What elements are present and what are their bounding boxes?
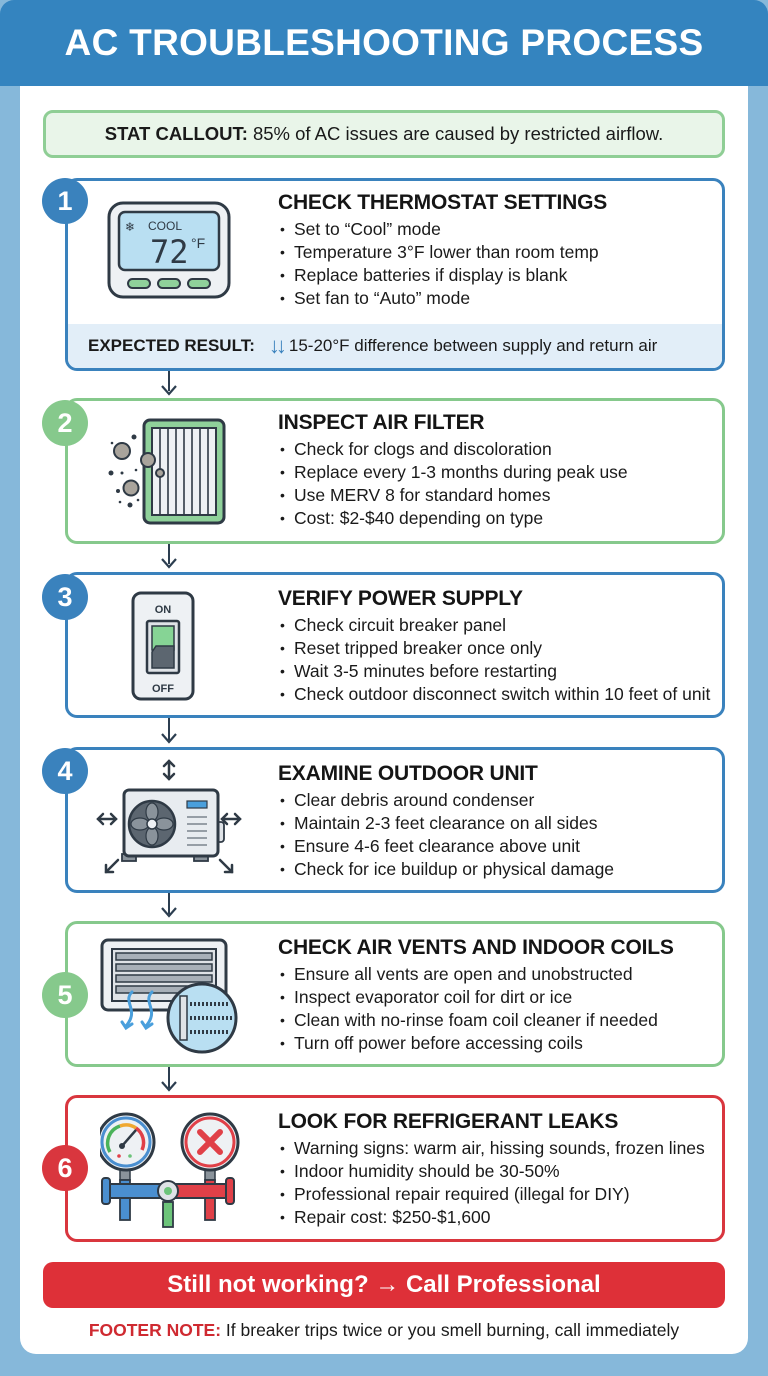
- step-bullet: • Replace batteries if display is blank: [278, 264, 714, 287]
- step-bullet: • Turn off power before accessing coils: [278, 1032, 714, 1055]
- expected-result-label: EXPECTED RESULT:: [88, 336, 255, 355]
- step-number-badge: 2: [42, 400, 88, 446]
- step-bullet: • Cost: $2-$40 depending on type: [278, 507, 714, 530]
- svg-text:72: 72: [150, 233, 189, 271]
- arrow-down-icon: [160, 384, 178, 396]
- step-bullet: • Repair cost: $250-$1,600: [278, 1206, 714, 1229]
- step-bullet: • Clean with no-rinse foam coil cleaner if needed: [278, 1009, 714, 1032]
- step-bullet: • Clear debris around condenser: [278, 789, 714, 812]
- step-bullet: • Inspect evaporator coil for dirt or ice: [278, 986, 714, 1009]
- thermostat-icon: [106, 200, 232, 300]
- stat-callout-text: 85% of AC issues are caused by restricted airflow.: [252, 123, 664, 144]
- step-bullet: • Check outdoor disconnect switch within 10 feet of unit: [278, 683, 714, 706]
- step-bullet: • Professional repair required (illegal for DIY): [278, 1183, 714, 1206]
- step-number-badge: 1: [42, 178, 88, 224]
- step-bullet: • Wait 3-5 minutes before restarting: [278, 660, 714, 683]
- step-title: INSPECT AIR FILTER: [278, 411, 485, 434]
- air-vent-coil-icon: [98, 936, 243, 1056]
- expected-result: [68, 324, 722, 368]
- step-bullet: • Ensure 4-6 feet clearance above unit: [278, 835, 714, 858]
- step-title: LOOK FOR REFRIGERANT LEAKS: [278, 1110, 619, 1133]
- svg-text:ON: ON: [154, 604, 172, 616]
- step-bullet: • Indoor humidity should be 30-50%: [278, 1160, 714, 1183]
- footer-note: [0, 1320, 768, 1341]
- refrigerant-gauge-icon: [100, 1112, 240, 1232]
- page-title: AC TROUBLESHOOTING PROCESS: [64, 22, 704, 63]
- step-number-badge: 6: [42, 1145, 88, 1191]
- svg-text:COOL: COOL: [148, 219, 183, 233]
- step-bullet: • Set to “Cool” mode: [278, 218, 714, 241]
- step-bullet: • Reset tripped breaker once only: [278, 637, 714, 660]
- power-switch-icon: [130, 590, 196, 702]
- step-number-badge: 4: [42, 748, 88, 794]
- temperature-drop-icon: ↓↓: [268, 333, 283, 358]
- arrow-down-icon: [160, 732, 178, 744]
- step-bullet: • Ensure all vents are open and unobstructed: [278, 963, 714, 986]
- footer-note-label: FOOTER NOTE:: [88, 1320, 222, 1340]
- arrow-down-icon: [160, 1080, 178, 1092]
- step-number-badge: 5: [42, 972, 88, 1018]
- svg-text:OFF: OFF: [152, 683, 174, 695]
- stat-callout-label: STAT CALLOUT:: [104, 123, 248, 144]
- footer-note-text: If breaker trips twice or you smell burning, call immediately: [225, 1320, 680, 1340]
- step-bullet: • Check for clogs and discoloration: [278, 438, 714, 461]
- step-title: CHECK AIR VENTS AND INDOOR COILS: [278, 936, 674, 959]
- step-bullet: • Replace every 1-3 months during peak use: [278, 461, 714, 484]
- step-bullet: • Check for ice buildup or physical damage: [278, 858, 714, 881]
- step-title: VERIFY POWER SUPPLY: [278, 587, 523, 610]
- air-filter-icon: [100, 415, 230, 530]
- step-number-badge: 3: [42, 574, 88, 620]
- step-bullet: • Use MERV 8 for standard homes: [278, 484, 714, 507]
- arrow-down-icon: [160, 557, 178, 569]
- step-title: CHECK THERMOSTAT SETTINGS: [278, 191, 608, 214]
- step-bullet: • Maintain 2-3 feet clearance on all sides: [278, 812, 714, 835]
- step-bullet: • Check circuit breaker panel: [278, 614, 714, 637]
- step-bullet: • Set fan to “Auto” mode: [278, 287, 714, 310]
- outdoor-unit-icon: [94, 757, 244, 882]
- svg-text:❄: ❄: [125, 220, 136, 234]
- arrow-down-icon: [160, 906, 178, 918]
- header-banner: [0, 0, 768, 86]
- step-title: EXAMINE OUTDOOR UNIT: [278, 762, 538, 785]
- step-bullet: • Warning signs: warm air, hissing sounds, frozen lines: [278, 1137, 714, 1160]
- expected-result-text: 15-20°F difference between supply and return air: [288, 336, 658, 355]
- svg-text:°F: °F: [191, 235, 206, 251]
- call-professional-button[interactable]: Still not working? → Call Professional: [43, 1262, 725, 1308]
- stat-callout: [43, 110, 725, 158]
- step-bullet: • Temperature 3°F lower than room temp: [278, 241, 714, 264]
